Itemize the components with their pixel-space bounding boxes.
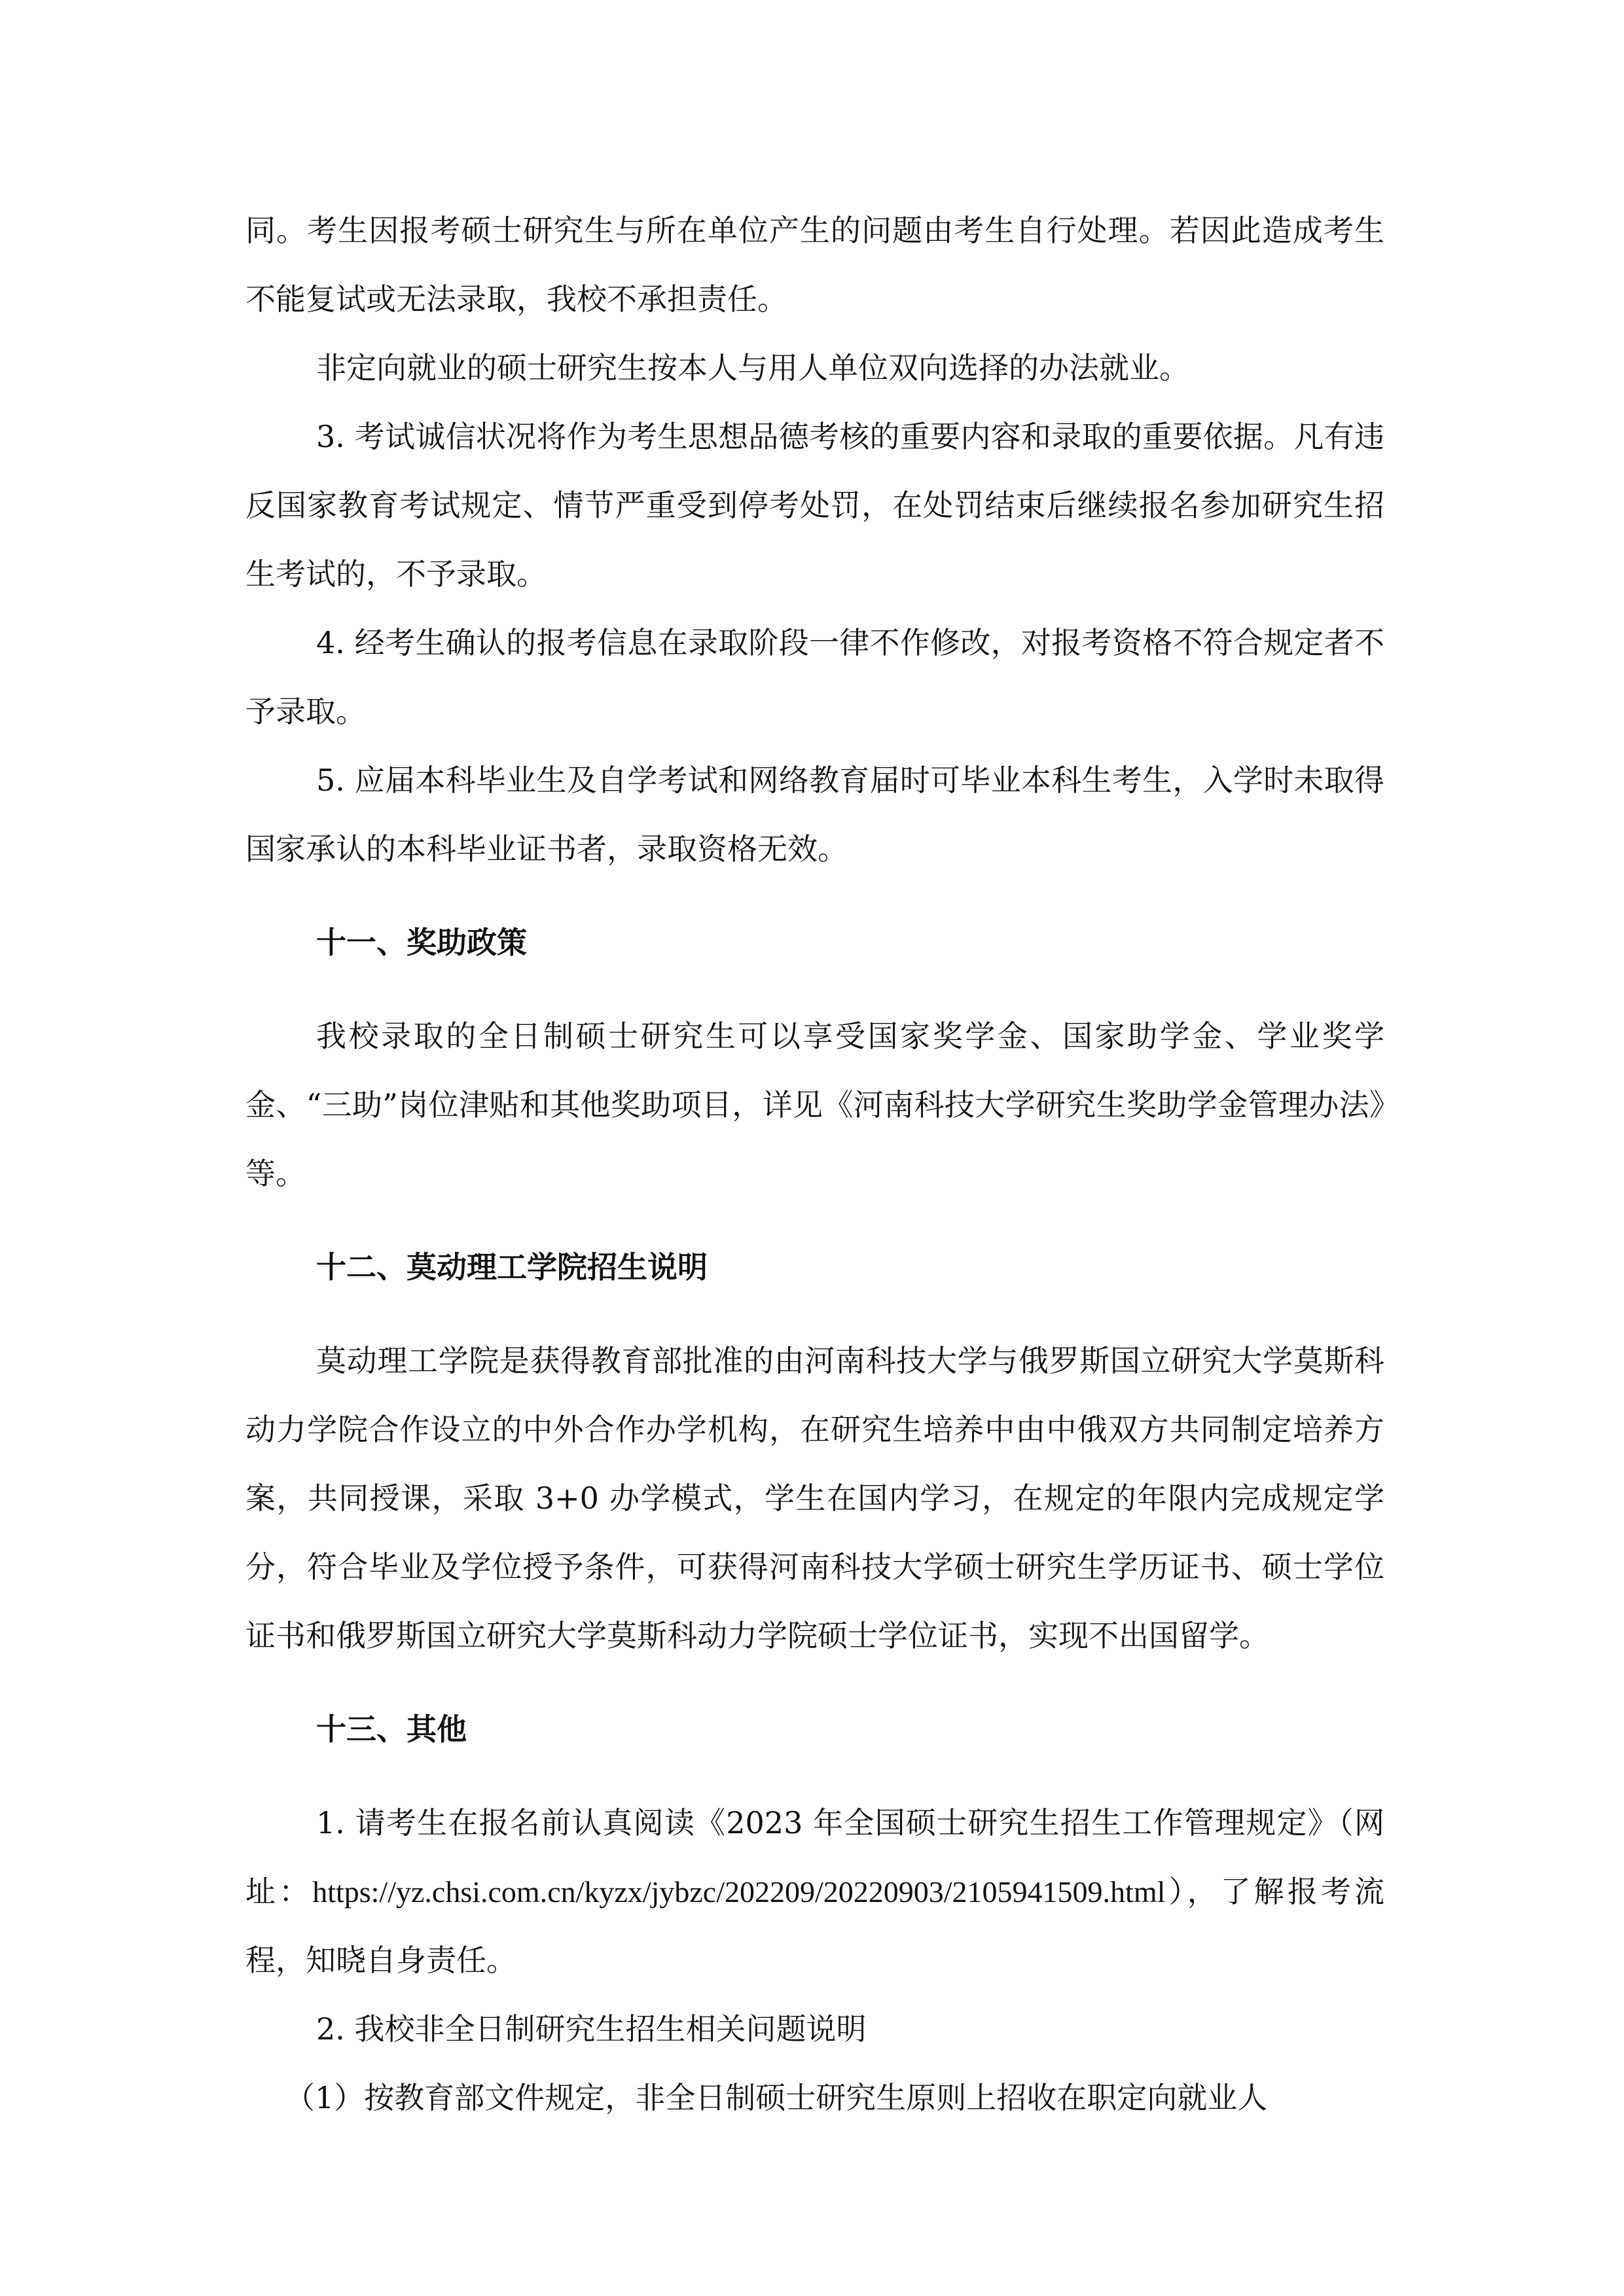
section-heading-11: 十一、奖助政策: [316, 925, 527, 960]
item-1-text-after: ），了解报考流程，知晓自身责任。: [245, 1874, 1385, 1978]
document-page: [245, 196, 1384, 2132]
section-13-item-2-sub-1: （1）按教育部文件规定，非全日制硕士研究生原则上招收在职定向就业人: [285, 2080, 1268, 2115]
section-13-item-2: 2. 我校非全日制研究生招生相关问题说明: [316, 2011, 867, 2047]
paragraph-continuation: 同。考生因报考硕士研究生与所在单位产生的问题由考生自行处理。若因此造成考生不能复试或无法录取，我校不承担责任。: [245, 213, 1384, 317]
paragraph-item-3: 3. 考试诚信状况将作为考生思想品德考核的重要内容和录取的重要依据。凡有违反国家教育考试规定、情节严重受到停考处罚，在处罚结束后继续报名参加研究生招生考试的，不予录取。: [245, 419, 1384, 592]
paragraph-item-5: 5. 应届本科毕业生及自学考试和网络教育届时可毕业本科生考生，入学时未取得国家承认的本科毕业证书者，录取资格无效。: [245, 762, 1384, 867]
item-1-text-before: 1. 请考生在报名前认真阅读《2023 年全国硕士研究生招生工作管理规定》（网址：: [245, 1805, 1384, 1909]
section-12-body: 莫动理工学院是获得教育部批准的由河南科技大学与俄罗斯国立研究大学莫斯科动力学院合作设立的中外合作办学机构，在研究生培养中由中俄双方共同制定培养方案，共同授课，采取 3+0 办学模式，学生在国内学习，在规定的年限内完成规定学分，符合毕业及学位授予条件，可获得河南科技大学硕士研究生学历证书、硕士学位证书和俄罗斯国立研究大学莫斯科动力学院硕士学位证书，实现不出国留学。: [245, 1343, 1384, 1653]
section-heading-13: 十三、其他: [316, 1712, 467, 1747]
section-13-item-1: [245, 1789, 1384, 1995]
section-11-body: 我校录取的全日制硕士研究生可以享受国家奖学金、国家助学金、学业奖学金、“三助”岗位津贴和其他奖助项目，详见《河南科技大学研究生奖助学金管理办法》等。: [245, 1018, 1384, 1191]
regulation-url-link[interactable]: https://yz.chsi.com.cn/kyzx/jybzc/202209/20220903/2105941509.html: [312, 1875, 1166, 1909]
paragraph-item-4: 4. 经考生确认的报考信息在录取阶段一律不作修改，对报考资格不符合规定者不予录取。: [245, 625, 1384, 729]
paragraph-non-directed-employment: 非定向就业的硕士研究生按本人与用人单位双向选择的办法就业。: [316, 350, 1189, 386]
section-heading-12: 十二、莫动理工学院招生说明: [316, 1249, 708, 1285]
